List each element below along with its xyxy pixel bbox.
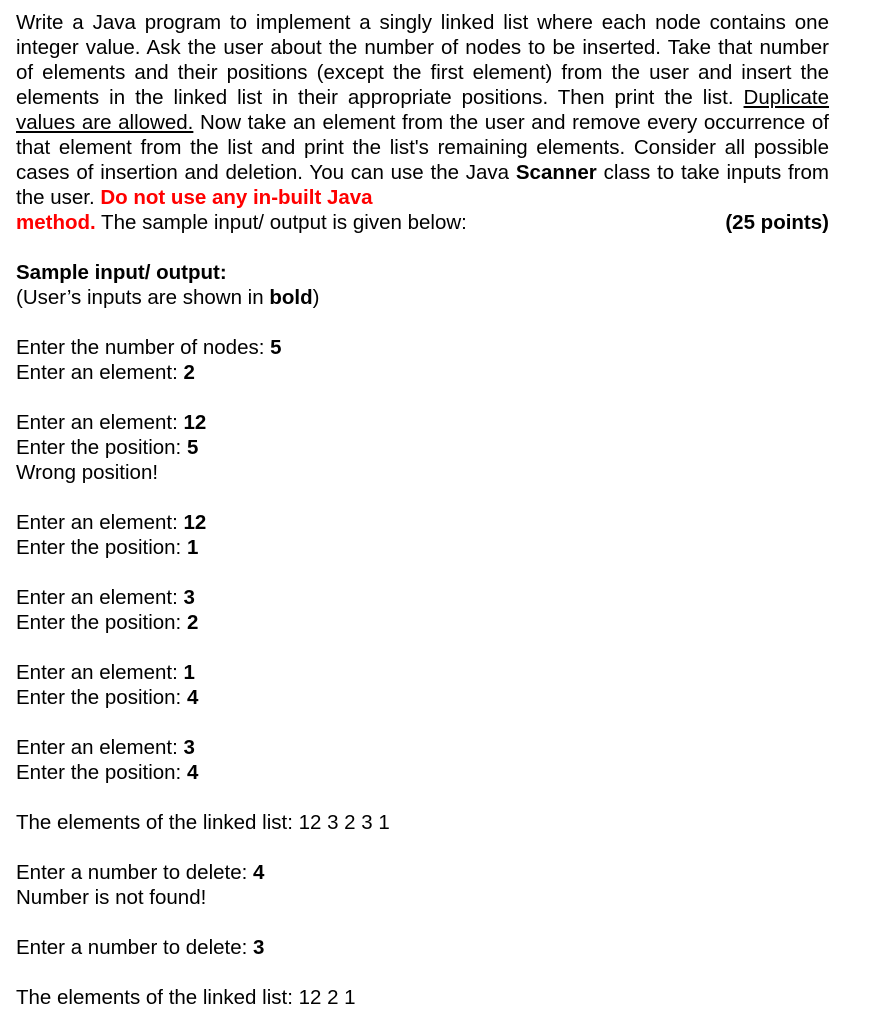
io-line: Enter the position: 5: [16, 436, 199, 459]
sample-note-suffix: ): [312, 286, 320, 309]
sample-note-prefix: (User’s inputs are shown in: [16, 286, 270, 309]
io-line: Number is not found!: [16, 886, 207, 909]
io-line: Enter an element: 12: [16, 411, 207, 434]
sample-note: [16, 285, 829, 310]
io-line: Enter the position: 4: [16, 686, 199, 709]
question-paragraph: [16, 10, 829, 235]
duplicate-values-note: Duplicate values are allowed.: [16, 86, 830, 134]
io-line: Enter the position: 1: [16, 536, 199, 559]
io-line: Wrong position!: [16, 461, 159, 484]
io-line: Enter an element: 2: [16, 361, 195, 384]
io-line: Enter an element: 12: [16, 511, 207, 534]
io-line: The elements of the linked list: 12 2 1: [16, 986, 356, 1009]
question-text-part1: Write a Java program to implement a singly linked list where each node contains one integer value. Ask the user about the number of nodes to be inserted. Take that number of elements and their positions (except the first element) from the user and insert the elements in the linked list in their appropriate positions. Then print the list.: [16, 11, 829, 109]
io-line: Enter the position: 4: [16, 761, 199, 784]
io-line: Enter an element: 1: [16, 661, 195, 684]
sample-heading: Sample input/ output:: [16, 261, 227, 284]
question-text-part4: The sample input/ output is given below:: [95, 211, 467, 234]
io-line: Enter an element: 3: [16, 736, 195, 759]
red-warning-b: method.: [16, 211, 96, 234]
io-line: Enter the position: 2: [16, 611, 199, 634]
document-page: [16, 10, 829, 1010]
points-label: (25 points): [725, 211, 829, 234]
scanner-class-name: Scanner: [515, 161, 597, 184]
io-line: The elements of the linked list: 12 3 2 3 1: [16, 811, 390, 834]
question-last-line: [16, 210, 829, 235]
io-line: Enter a number to delete: 4: [16, 861, 265, 884]
question-text-part3: class to take inputs from the user.: [16, 161, 829, 209]
io-line: Enter an element: 3: [16, 586, 195, 609]
sample-note-bold: bold: [269, 286, 313, 309]
red-warning-a: Do not use any in-built Java: [100, 186, 373, 209]
question-text-part2: Now take an element from the user and remove every occurrence of that element from the list and print the list's remaining elements. Consider all possible cases of insertion and deletion. You can use the Java: [16, 111, 829, 184]
io-line: Enter the number of nodes: 5: [16, 336, 282, 359]
io-line: Enter a number to delete: 3: [16, 936, 265, 959]
